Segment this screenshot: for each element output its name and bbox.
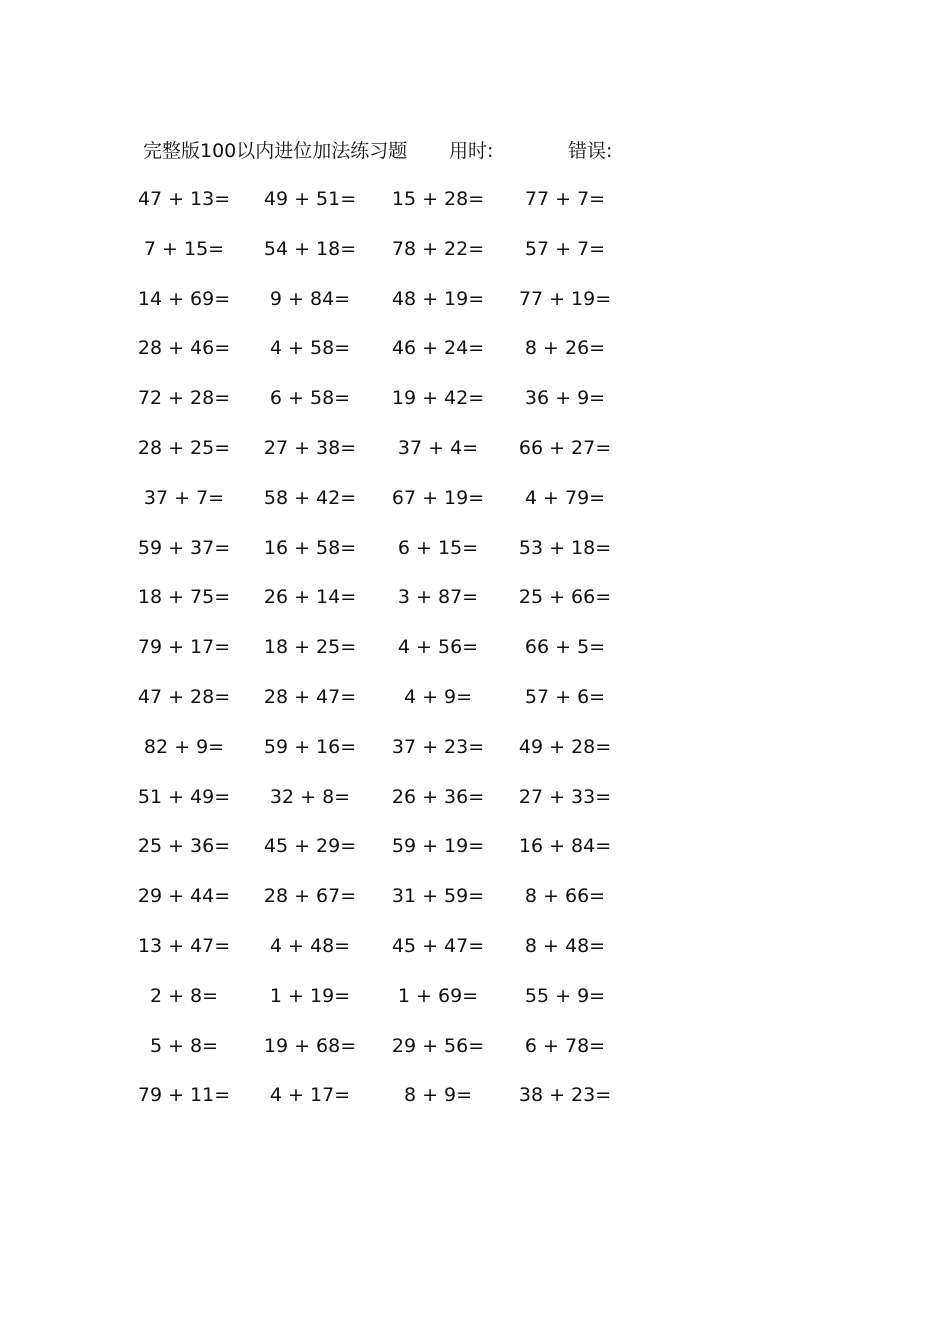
addition-problem: 27 + 33= <box>518 785 612 808</box>
addition-problem: 79 + 17= <box>137 636 231 659</box>
problem-row <box>0 1031 950 1061</box>
problem-row <box>0 682 950 712</box>
addition-problem: 54 + 18= <box>263 237 357 260</box>
addition-problem: 28 + 47= <box>263 686 357 708</box>
addition-problem: 59 + 16= <box>263 735 357 758</box>
addition-problem: 26 + 14= <box>263 586 357 609</box>
problem-row <box>0 184 950 214</box>
errors-label: 错误: <box>568 140 613 162</box>
problem-row <box>0 483 950 513</box>
addition-problem: 37 + 4= <box>397 437 479 459</box>
addition-problem: 26 + 36= <box>391 785 485 808</box>
addition-problem: 29 + 44= <box>137 885 231 908</box>
addition-problem: 57 + 6= <box>524 686 606 708</box>
addition-problem: 27 + 38= <box>263 437 357 459</box>
addition-problem: 32 + 8= <box>269 785 351 808</box>
addition-problem: 18 + 25= <box>263 636 357 659</box>
addition-problem: 77 + 7= <box>524 188 606 210</box>
addition-problem: 47 + 13= <box>137 188 231 210</box>
addition-problem: 66 + 5= <box>524 636 606 659</box>
addition-problem: 4 + 17= <box>269 1084 351 1107</box>
addition-problem: 45 + 29= <box>263 835 357 858</box>
addition-problem: 16 + 58= <box>263 536 357 559</box>
worksheet-title: 完整版100以内进位加法练习题 <box>143 140 408 162</box>
problem-row <box>0 284 950 314</box>
addition-problem: 37 + 7= <box>143 486 225 509</box>
addition-problem: 6 + 15= <box>397 536 479 559</box>
problem-row <box>0 782 950 812</box>
time-used-label: 用时: <box>449 140 494 162</box>
addition-problem: 28 + 67= <box>263 885 357 908</box>
addition-problem: 25 + 66= <box>518 586 612 609</box>
addition-problem: 45 + 47= <box>391 935 485 957</box>
addition-problem: 57 + 7= <box>524 237 606 260</box>
addition-problem: 66 + 27= <box>518 437 612 459</box>
addition-problem: 58 + 42= <box>263 486 357 509</box>
problem-row <box>0 1080 950 1110</box>
problem-row <box>0 632 950 662</box>
addition-problem: 15 + 28= <box>391 188 485 210</box>
addition-problem: 4 + 79= <box>524 486 606 509</box>
addition-problem: 8 + 66= <box>524 885 606 908</box>
addition-problem: 4 + 48= <box>269 935 351 957</box>
addition-problem: 4 + 58= <box>269 337 351 360</box>
addition-problem: 82 + 9= <box>143 735 225 758</box>
addition-problem: 25 + 36= <box>137 835 231 858</box>
addition-problem: 1 + 69= <box>397 984 479 1007</box>
addition-problem: 13 + 47= <box>137 935 231 957</box>
addition-problem: 16 + 84= <box>518 835 612 858</box>
addition-problem: 38 + 23= <box>518 1084 612 1107</box>
addition-problem: 7 + 15= <box>143 237 225 260</box>
addition-problem: 36 + 9= <box>524 387 606 410</box>
addition-problem: 28 + 25= <box>137 437 231 459</box>
problem-row <box>0 831 950 861</box>
problem-row <box>0 383 950 413</box>
addition-problem: 31 + 59= <box>391 885 485 908</box>
problem-row <box>0 433 950 463</box>
addition-problem: 5 + 8= <box>149 1034 219 1057</box>
addition-problem: 6 + 58= <box>269 387 351 410</box>
addition-problem: 67 + 19= <box>391 486 485 509</box>
problem-row <box>0 533 950 563</box>
problem-row <box>0 582 950 612</box>
addition-problem: 37 + 23= <box>391 735 485 758</box>
addition-problem: 28 + 46= <box>137 337 231 360</box>
addition-problem: 79 + 11= <box>137 1084 231 1107</box>
addition-problem: 29 + 56= <box>391 1034 485 1057</box>
addition-problem: 77 + 19= <box>518 287 612 310</box>
problem-row <box>0 931 950 961</box>
addition-problem: 8 + 48= <box>524 935 606 957</box>
problem-row <box>0 881 950 911</box>
problem-row <box>0 732 950 762</box>
addition-problem: 4 + 9= <box>403 686 473 708</box>
addition-problem: 14 + 69= <box>137 287 231 310</box>
addition-problem: 1 + 19= <box>269 984 351 1007</box>
addition-problem: 6 + 78= <box>524 1034 606 1057</box>
addition-problem: 72 + 28= <box>137 387 231 410</box>
addition-problem: 9 + 84= <box>269 287 351 310</box>
addition-problem: 78 + 22= <box>391 237 485 260</box>
problem-row <box>0 333 950 363</box>
addition-problem: 47 + 28= <box>137 686 231 708</box>
problem-row <box>0 234 950 264</box>
addition-problem: 4 + 56= <box>397 636 479 659</box>
addition-problem: 19 + 42= <box>391 387 485 410</box>
addition-problem: 59 + 19= <box>391 835 485 858</box>
addition-problem: 59 + 37= <box>137 536 231 559</box>
addition-problem: 3 + 87= <box>397 586 479 609</box>
addition-problem: 19 + 68= <box>263 1034 357 1057</box>
addition-problem: 48 + 19= <box>391 287 485 310</box>
addition-problem: 18 + 75= <box>137 586 231 609</box>
addition-problem: 55 + 9= <box>524 984 606 1007</box>
addition-problem: 46 + 24= <box>391 337 485 360</box>
addition-problem: 8 + 9= <box>403 1084 473 1107</box>
addition-problem: 49 + 28= <box>518 735 612 758</box>
addition-problem: 2 + 8= <box>149 984 219 1007</box>
addition-problem: 49 + 51= <box>263 188 357 210</box>
problem-row <box>0 981 950 1011</box>
addition-problem: 51 + 49= <box>137 785 231 808</box>
addition-problem: 53 + 18= <box>518 536 612 559</box>
addition-problem: 8 + 26= <box>524 337 606 360</box>
